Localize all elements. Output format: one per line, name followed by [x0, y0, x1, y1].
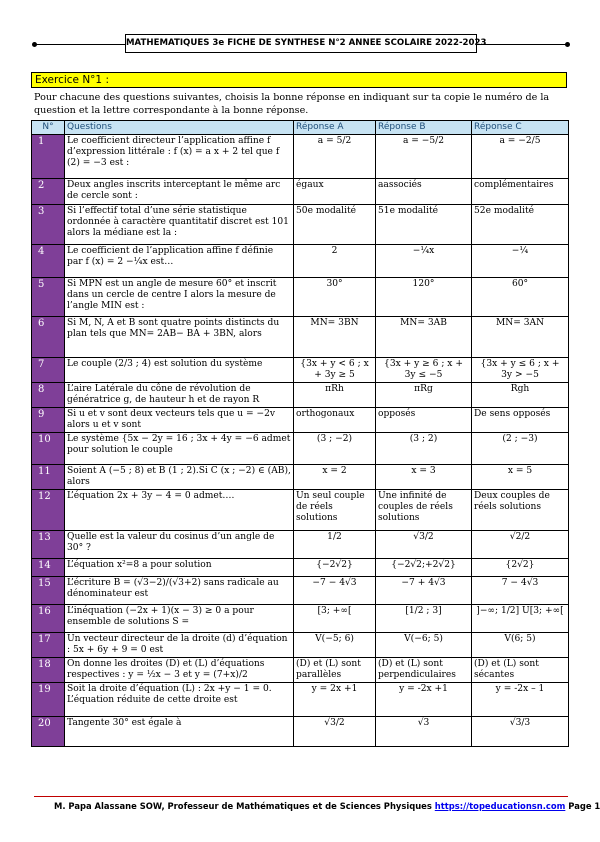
- answer-a: 2: [294, 245, 376, 278]
- table-row: [32, 605, 569, 633]
- answer-c: a = −2/5: [472, 135, 569, 179]
- answer-b: πRg: [376, 383, 472, 408]
- answer-c: 7 − 4√3: [472, 577, 569, 605]
- question-number: 4: [32, 245, 65, 278]
- question-text: Si MPN est un angle de mesure 60° et inscrit dans un cercle de centre I alors la mesure de l’angle MIN est :: [65, 278, 294, 317]
- table-row: [32, 358, 569, 383]
- answer-b: 51e modalité: [376, 205, 472, 245]
- question-text: Si u et v sont deux vecteurs tels que u = −2v alors u et v sont: [65, 408, 294, 433]
- answer-b: MN= 3AB: [376, 317, 472, 358]
- question-text: L’équation x²=8 a pour solution: [65, 559, 294, 577]
- answer-c: V(6; 5): [472, 633, 569, 658]
- answer-c: y = -2x – 1: [472, 683, 569, 717]
- question-number: 12: [32, 490, 65, 531]
- table-row: [32, 717, 569, 747]
- question-number: 2: [32, 179, 65, 205]
- table-body: [32, 135, 569, 747]
- table-row: [32, 135, 569, 179]
- table-row: [32, 278, 569, 317]
- question-text: L’inéquation (−2x + 1)(x − 3) ≥ 0 a pour ensemble de solutions S =: [65, 605, 294, 633]
- question-text: Le coefficient de l’application affine f définie par f (x) = 2 −¼x est…: [65, 245, 294, 278]
- question-number: 6: [32, 317, 65, 358]
- answer-b: V(−6; 5): [376, 633, 472, 658]
- question-number: 17: [32, 633, 65, 658]
- answer-a: {−2√2}: [294, 559, 376, 577]
- question-text: Si M, N, A et B sont quatre points distincts du plan tels que MN= 2AB− BA + 3BN, alors: [65, 317, 294, 358]
- answer-b: aassociés: [376, 179, 472, 205]
- question-text: On donne les droites (D) et (L) d’équations respectives : y = ½x − 3 et y = (7+x)/2: [65, 658, 294, 683]
- header-number: N°: [32, 121, 65, 135]
- answer-b: (D) et (L) sont perpendiculaires: [376, 658, 472, 683]
- question-number: 1: [32, 135, 65, 179]
- question-text: Le couple (2/3 ; 4) est solution du système: [65, 358, 294, 383]
- table-row: [32, 531, 569, 559]
- question-text: Soient A (−5 ; 8) et B (1 ; 2).Si C (x ; −2) ∈ (AB), alors: [65, 465, 294, 490]
- table-row: [32, 245, 569, 278]
- question-number: 10: [32, 433, 65, 465]
- footer: [54, 801, 600, 811]
- instructions: Pour chacune des questions suivantes, choisis la bonne réponse en indiquant sur ta copie le numéro de la question et la lettre correspondante à la bonne réponse.: [34, 92, 550, 116]
- page-title: MATHEMATIQUES 3e FICHE DE SYNTHESE N°2 ANNEE SCOLAIRE 2022-2023: [125, 34, 477, 53]
- question-text: Si l’effectif total d’une série statistique ordonnée à caractère quantitatif discret est 101 alors la médiane est la :: [65, 205, 294, 245]
- answer-c: {2√2}: [472, 559, 569, 577]
- answer-a: √3/2: [294, 717, 376, 747]
- answer-b: √3: [376, 717, 472, 747]
- answer-b: a = −5/2: [376, 135, 472, 179]
- answer-b: (3 ; 2): [376, 433, 472, 465]
- table-row: [32, 465, 569, 490]
- answer-a: 50e modalité: [294, 205, 376, 245]
- question-text: L’équation 2x + 3y − 4 = 0 admet….: [65, 490, 294, 531]
- answer-a: a = 5/2: [294, 135, 376, 179]
- question-number: 18: [32, 658, 65, 683]
- answer-b: Une infinité de couples de réels solutions: [376, 490, 472, 531]
- table-row: [32, 658, 569, 683]
- answer-c: √3/3: [472, 717, 569, 747]
- question-text: Le système {5x − 2y = 16 ; 3x + 4y = −6 admet pour solution le couple: [65, 433, 294, 465]
- table-row: [32, 205, 569, 245]
- question-table: [31, 120, 569, 747]
- answer-a: orthogonaux: [294, 408, 376, 433]
- question-text: Deux angles inscrits interceptant le même arc de cercle sont :: [65, 179, 294, 205]
- table-row: [32, 683, 569, 717]
- answer-a: 30°: [294, 278, 376, 317]
- answer-c: x = 5: [472, 465, 569, 490]
- answer-a: MN= 3BN: [294, 317, 376, 358]
- answer-a: {3x + y < 6 ; x + 3y ≥ 5: [294, 358, 376, 383]
- answer-b: {3x + y ≥ 6 ; x + 3y ≤ −5: [376, 358, 472, 383]
- question-number: 7: [32, 358, 65, 383]
- answer-c: 52e modalité: [472, 205, 569, 245]
- exercise-label: Exercice N°1 :: [31, 72, 567, 88]
- header-answer-c: Réponse C: [472, 121, 569, 135]
- answer-b: √3/2: [376, 531, 472, 559]
- answer-b: y = -2x +1: [376, 683, 472, 717]
- rule-dot-left: [32, 42, 37, 47]
- question-text: L’aire Latérale du cône de révolution de génératrice g, de hauteur h et de rayon R: [65, 383, 294, 408]
- header-questions: Questions: [65, 121, 294, 135]
- question-number: 14: [32, 559, 65, 577]
- answer-a: Un seul couple de réels solutions: [294, 490, 376, 531]
- answer-a: πRh: [294, 383, 376, 408]
- table-header-row: [32, 121, 569, 135]
- header-answer-a: Réponse A: [294, 121, 376, 135]
- answer-c: (D) et (L) sont sécantes: [472, 658, 569, 683]
- footer-page: Page 1: [568, 801, 600, 811]
- question-number: 16: [32, 605, 65, 633]
- question-number: 3: [32, 205, 65, 245]
- question-number: 9: [32, 408, 65, 433]
- table-row: [32, 633, 569, 658]
- table-row: [32, 559, 569, 577]
- answer-c: {3x + y ≤ 6 ; x + 3y > −5: [472, 358, 569, 383]
- table-row: [32, 408, 569, 433]
- answer-a: (D) et (L) sont parallèles: [294, 658, 376, 683]
- table-row: [32, 317, 569, 358]
- answer-c: −¼: [472, 245, 569, 278]
- answer-c: (2 ; −3): [472, 433, 569, 465]
- question-number: 20: [32, 717, 65, 747]
- question-text: Un vecteur directeur de la droite (d) d’équation : 5x + 6y + 9 = 0 est: [65, 633, 294, 658]
- question-number: 8: [32, 383, 65, 408]
- answer-c: De sens opposés: [472, 408, 569, 433]
- question-text: Tangente 30° est égale à: [65, 717, 294, 747]
- answer-b: [1/2 ; 3]: [376, 605, 472, 633]
- answer-b: −7 + 4√3: [376, 577, 472, 605]
- footer-rule: [34, 796, 568, 797]
- question-text: L’écriture B = (√3−2)/(√3+2) sans radicale au dénominateur est: [65, 577, 294, 605]
- answer-c: Deux couples de réels solutions: [472, 490, 569, 531]
- answer-a: égaux: [294, 179, 376, 205]
- answer-a: V(−5; 6): [294, 633, 376, 658]
- table-row: [32, 490, 569, 531]
- answer-b: opposés: [376, 408, 472, 433]
- answer-c: ]−∞; 1/2] U[3; +∞[: [472, 605, 569, 633]
- answer-a: x = 2: [294, 465, 376, 490]
- answer-b: 120°: [376, 278, 472, 317]
- question-text: Quelle est la valeur du cosinus d’un angle de 30° ?: [65, 531, 294, 559]
- answer-c: Rgh: [472, 383, 569, 408]
- answer-c: MN= 3AN: [472, 317, 569, 358]
- footer-author: M. Papa Alassane SOW, Professeur de Mathématiques et de Sciences Physiques: [54, 801, 432, 811]
- question-number: 11: [32, 465, 65, 490]
- table-row: [32, 383, 569, 408]
- header-answer-b: Réponse B: [376, 121, 472, 135]
- answer-a: 1/2: [294, 531, 376, 559]
- footer-link[interactable]: https://topeducationsn.com: [434, 801, 566, 811]
- answer-b: {−2√2;+2√2}: [376, 559, 472, 577]
- question-number: 19: [32, 683, 65, 717]
- answer-a: −7 − 4√3: [294, 577, 376, 605]
- question-number: 15: [32, 577, 65, 605]
- table-row: [32, 179, 569, 205]
- question-number: 5: [32, 278, 65, 317]
- answer-a: [3; +∞[: [294, 605, 376, 633]
- question-text: Le coefficient directeur l’application affine f d’expression littérale : f (x) = a x + 2 tel que f (2) = −3 est :: [65, 135, 294, 179]
- answer-c: √2/2: [472, 531, 569, 559]
- question-text: Soit la droite d’équation (L) : 2x +y − 1 = 0. L’équation réduite de cette droite est: [65, 683, 294, 717]
- table-row: [32, 433, 569, 465]
- answer-a: (3 ; −2): [294, 433, 376, 465]
- answer-c: 60°: [472, 278, 569, 317]
- answer-a: y = 2x +1: [294, 683, 376, 717]
- rule-dot-right: [565, 42, 570, 47]
- answer-b: −¼x: [376, 245, 472, 278]
- question-number: 13: [32, 531, 65, 559]
- answer-b: x = 3: [376, 465, 472, 490]
- table-row: [32, 577, 569, 605]
- answer-c: complémentaires: [472, 179, 569, 205]
